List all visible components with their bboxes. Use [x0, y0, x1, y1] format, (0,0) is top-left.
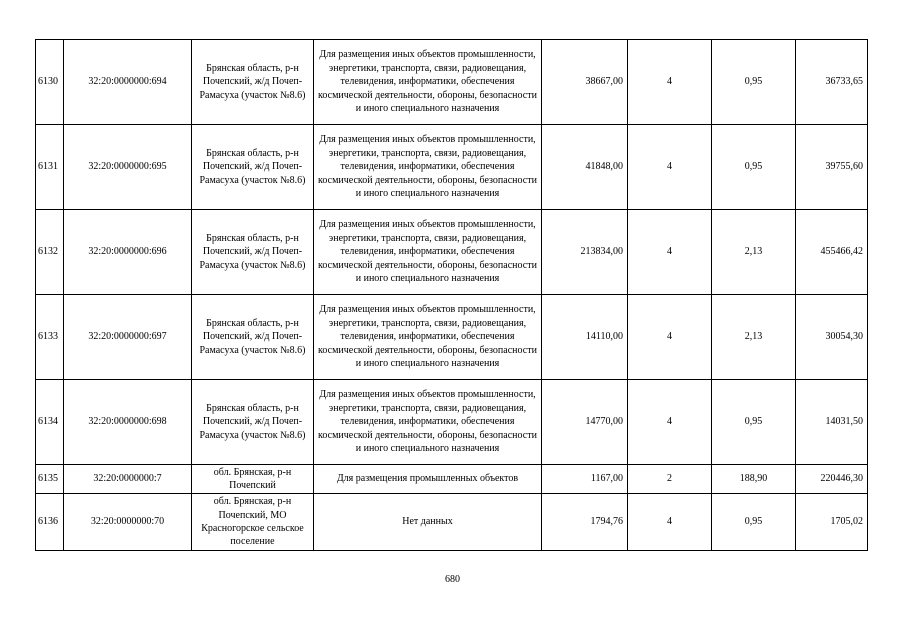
area-cell: 14770,00: [542, 380, 628, 465]
rate-cell: 0,95: [712, 380, 796, 465]
area-cell: 14110,00: [542, 295, 628, 380]
cadastral-number: 32:20:0000000:7: [64, 465, 192, 494]
rate-cell: 2,13: [712, 295, 796, 380]
value-cell: 39755,60: [796, 125, 868, 210]
row-number: 6130: [36, 40, 64, 125]
table-row: [36, 465, 868, 494]
cadastral-number: 32:20:0000000:697: [64, 295, 192, 380]
cadastral-number: 32:20:0000000:695: [64, 125, 192, 210]
address-cell: Брянская область, р-н Почепский, ж/д Почеп-Рамасуха (участок №8.6): [192, 295, 314, 380]
value-cell: 1705,02: [796, 494, 868, 551]
table-row: [36, 295, 868, 380]
area-cell: 213834,00: [542, 210, 628, 295]
area-cell: 38667,00: [542, 40, 628, 125]
group-cell: 4: [628, 380, 712, 465]
table-row: [36, 125, 868, 210]
table-row: [36, 494, 868, 551]
page-number: 680: [445, 574, 460, 585]
area-cell: 1794,76: [542, 494, 628, 551]
group-cell: 4: [628, 40, 712, 125]
row-number: 6134: [36, 380, 64, 465]
area-cell: 41848,00: [542, 125, 628, 210]
land-plots-table: [35, 39, 868, 551]
group-cell: 4: [628, 295, 712, 380]
purpose-cell: Для размещения иных объектов промышленности, энергетики, транспорта, связи, радиовещания, телевидения, информатики, обеспечения космической деятельности, обороны, безопасности и иного специального назначения: [314, 125, 542, 210]
address-cell: обл. Брянская, р-н Почепский, МО Красногорское сельское поселение: [192, 494, 314, 551]
table-row: [36, 380, 868, 465]
area-cell: 1167,00: [542, 465, 628, 494]
value-cell: 30054,30: [796, 295, 868, 380]
row-number: 6135: [36, 465, 64, 494]
cadastral-number: 32:20:0000000:696: [64, 210, 192, 295]
purpose-cell: Для размещения иных объектов промышленности, энергетики, транспорта, связи, радиовещания, телевидения, информатики, обеспечения космической деятельности, обороны, безопасности и иного специального назначения: [314, 380, 542, 465]
value-cell: 36733,65: [796, 40, 868, 125]
purpose-cell: Для размещения иных объектов промышленности, энергетики, транспорта, связи, радиовещания, телевидения, информатики, обеспечения космической деятельности, обороны, безопасности и иного специального назначения: [314, 295, 542, 380]
rate-cell: 2,13: [712, 210, 796, 295]
purpose-cell: Для размещения иных объектов промышленности, энергетики, транспорта, связи, радиовещания, телевидения, информатики, обеспечения космической деятельности, обороны, безопасности и иного специального назначения: [314, 210, 542, 295]
address-cell: обл. Брянская, р-н Почепский: [192, 465, 314, 494]
table-row: [36, 40, 868, 125]
row-number: 6131: [36, 125, 64, 210]
rate-cell: 0,95: [712, 125, 796, 210]
rate-cell: 0,95: [712, 40, 796, 125]
address-cell: Брянская область, р-н Почепский, ж/д Почеп-Рамасуха (участок №8.6): [192, 40, 314, 125]
row-number: 6132: [36, 210, 64, 295]
cadastral-number: 32:20:0000000:694: [64, 40, 192, 125]
group-cell: 4: [628, 125, 712, 210]
row-number: 6136: [36, 494, 64, 551]
row-number: 6133: [36, 295, 64, 380]
address-cell: Брянская область, р-н Почепский, ж/д Почеп-Рамасуха (участок №8.6): [192, 210, 314, 295]
cadastral-number: 32:20:0000000:698: [64, 380, 192, 465]
purpose-cell: Для размещения промышленных объектов: [314, 465, 542, 494]
value-cell: 14031,50: [796, 380, 868, 465]
rate-cell: 0,95: [712, 494, 796, 551]
address-cell: Брянская область, р-н Почепский, ж/д Почеп-Рамасуха (участок №8.6): [192, 380, 314, 465]
group-cell: 4: [628, 210, 712, 295]
cadastral-number: 32:20:0000000:70: [64, 494, 192, 551]
table-row: [36, 210, 868, 295]
group-cell: 4: [628, 494, 712, 551]
rate-cell: 188,90: [712, 465, 796, 494]
purpose-cell: Для размещения иных объектов промышленности, энергетики, транспорта, связи, радиовещания, телевидения, информатики, обеспечения космической деятельности, обороны, безопасности и иного специального назначения: [314, 40, 542, 125]
value-cell: 455466,42: [796, 210, 868, 295]
value-cell: 220446,30: [796, 465, 868, 494]
group-cell: 2: [628, 465, 712, 494]
address-cell: Брянская область, р-н Почепский, ж/д Почеп-Рамасуха (участок №8.6): [192, 125, 314, 210]
purpose-cell: Нет данных: [314, 494, 542, 551]
